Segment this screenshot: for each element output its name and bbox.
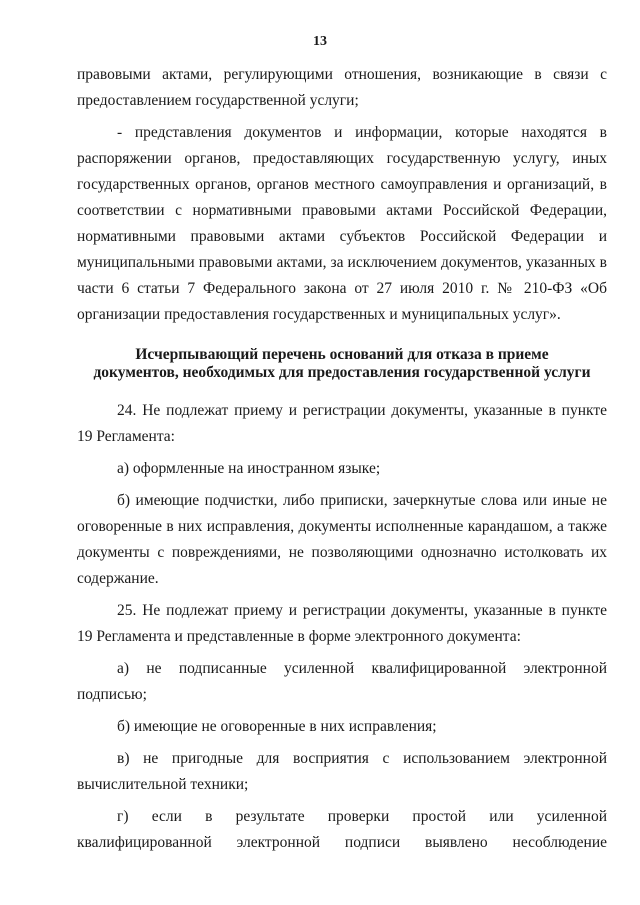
clause-25-item-d: г) если в результате проверки простой или усиленной квалифицированной электронной подписи выявлено несоблюдение xyxy=(77,808,607,851)
paragraph-legal-acts: правовыми актами, регулирующими отношения, возникающие в связи с предоставлением государственной услуги; xyxy=(77,66,607,109)
clause-24-intro: 24. Не подлежат приему и регистрации документы, указанные в пункте 19 Регламента: xyxy=(77,402,607,445)
clause-25-item-c: в) не пригодные для восприятия с использованием электронной вычислительной техники; xyxy=(77,750,607,793)
document-body xyxy=(77,62,607,862)
section-heading-line-1: Исчерпывающий перечень оснований для отказа в приеме xyxy=(135,346,549,363)
clause-24-item-b: б) имеющие подчистки, либо приписки, зачеркнутые слова или иные не оговоренные в них исправления, документы исполненные карандашом, а также документы с повреждениями, не позволяющими однозначно истолковать их содержание. xyxy=(77,492,607,587)
section-heading-line-2: документов, необходимых для предоставления государственной услуги xyxy=(93,364,591,381)
paragraph-documents-information: - представления документов и информации, которые находятся в распоряжении органов, предоставляющих государственную услугу, иных государственных органов, органов местного самоуправления и организаций, в соответствии с нормативными правовыми актами Российской Федерации, нормативными правовыми актами субъектов Российской Федерации и муниципальными правовыми актами, за исключением документов, указанных в части 6 статьи 7 Федерального закона от 27 июля 2010 г. № 210-ФЗ «Об организации предоставления государственных и муниципальных услуг». xyxy=(77,124,607,323)
section-heading xyxy=(77,346,607,382)
clause-25-item-b: б) имеющие не оговоренные в них исправления; xyxy=(117,718,437,735)
clause-24-item-a: а) оформленные на иностранном языке; xyxy=(117,460,381,477)
page-number: 13 xyxy=(313,34,327,49)
clause-25-intro: 25. Не подлежат приему и регистрации документы, указанные в пункте 19 Регламента и представленные в форме электронного документа: xyxy=(77,602,607,645)
clause-25-item-a: а) не подписанные усиленной квалифицированной электронной подписью; xyxy=(77,660,607,703)
